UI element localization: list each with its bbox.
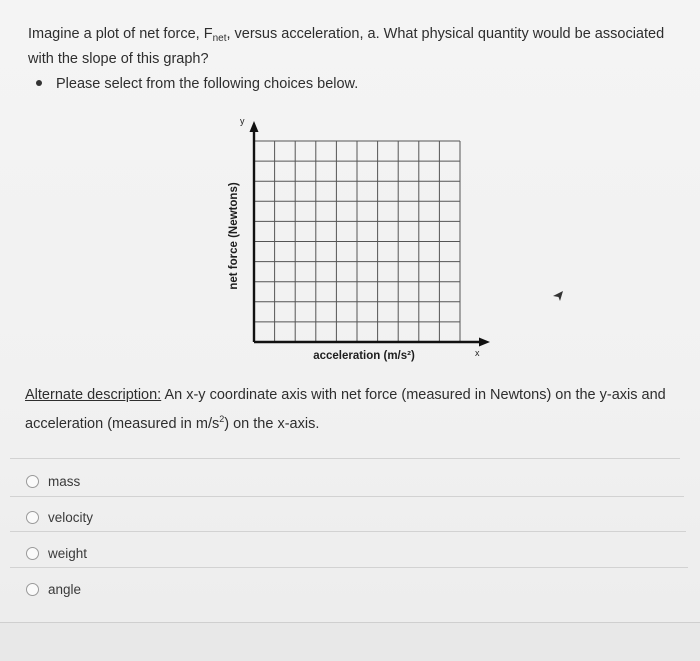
mouse-cursor-icon <box>552 290 564 302</box>
chart-grid <box>254 141 460 342</box>
divider <box>10 496 684 497</box>
x-axis-label: acceleration (m/s²) <box>313 350 415 362</box>
choice-weight[interactable] <box>26 543 87 563</box>
x-axis-arrow <box>479 338 490 347</box>
radio-button[interactable] <box>26 475 39 488</box>
choice-angle[interactable] <box>26 579 81 599</box>
instruction-text: Please select from the following choices below. <box>56 76 359 92</box>
divider <box>10 531 686 532</box>
divider <box>10 458 680 459</box>
choice-label: velocity <box>48 509 94 525</box>
alternate-description-label: Alternate description: <box>25 387 162 403</box>
y-axis-letter: y <box>240 116 245 126</box>
choice-mass[interactable] <box>26 471 80 491</box>
choice-velocity[interactable] <box>26 507 93 527</box>
alternate-description: Alternate description: An x-y coordinate axis with net force (measured in Newtons) on the y-axis and acceleration (measured in $m/s^2$) on the x-axis. <box>25 387 666 432</box>
x-axis-letter: x <box>475 348 480 358</box>
radio-button[interactable] <box>26 547 39 560</box>
divider <box>10 567 688 568</box>
choice-label: angle <box>48 581 82 597</box>
bottom-frame <box>0 622 700 661</box>
choice-label: mass <box>48 473 81 489</box>
radio-button[interactable] <box>26 583 39 596</box>
y-axis-label: net force (Newtons) <box>228 182 240 290</box>
choice-label: weight <box>48 545 88 561</box>
y-axis-arrow <box>250 121 259 132</box>
question-text: Imagine a plot of net force, $F_{net}$, versus acceleration, a. What physical quantity would be associated with the slope of this graph? <box>28 26 665 67</box>
radio-button[interactable] <box>26 511 39 524</box>
